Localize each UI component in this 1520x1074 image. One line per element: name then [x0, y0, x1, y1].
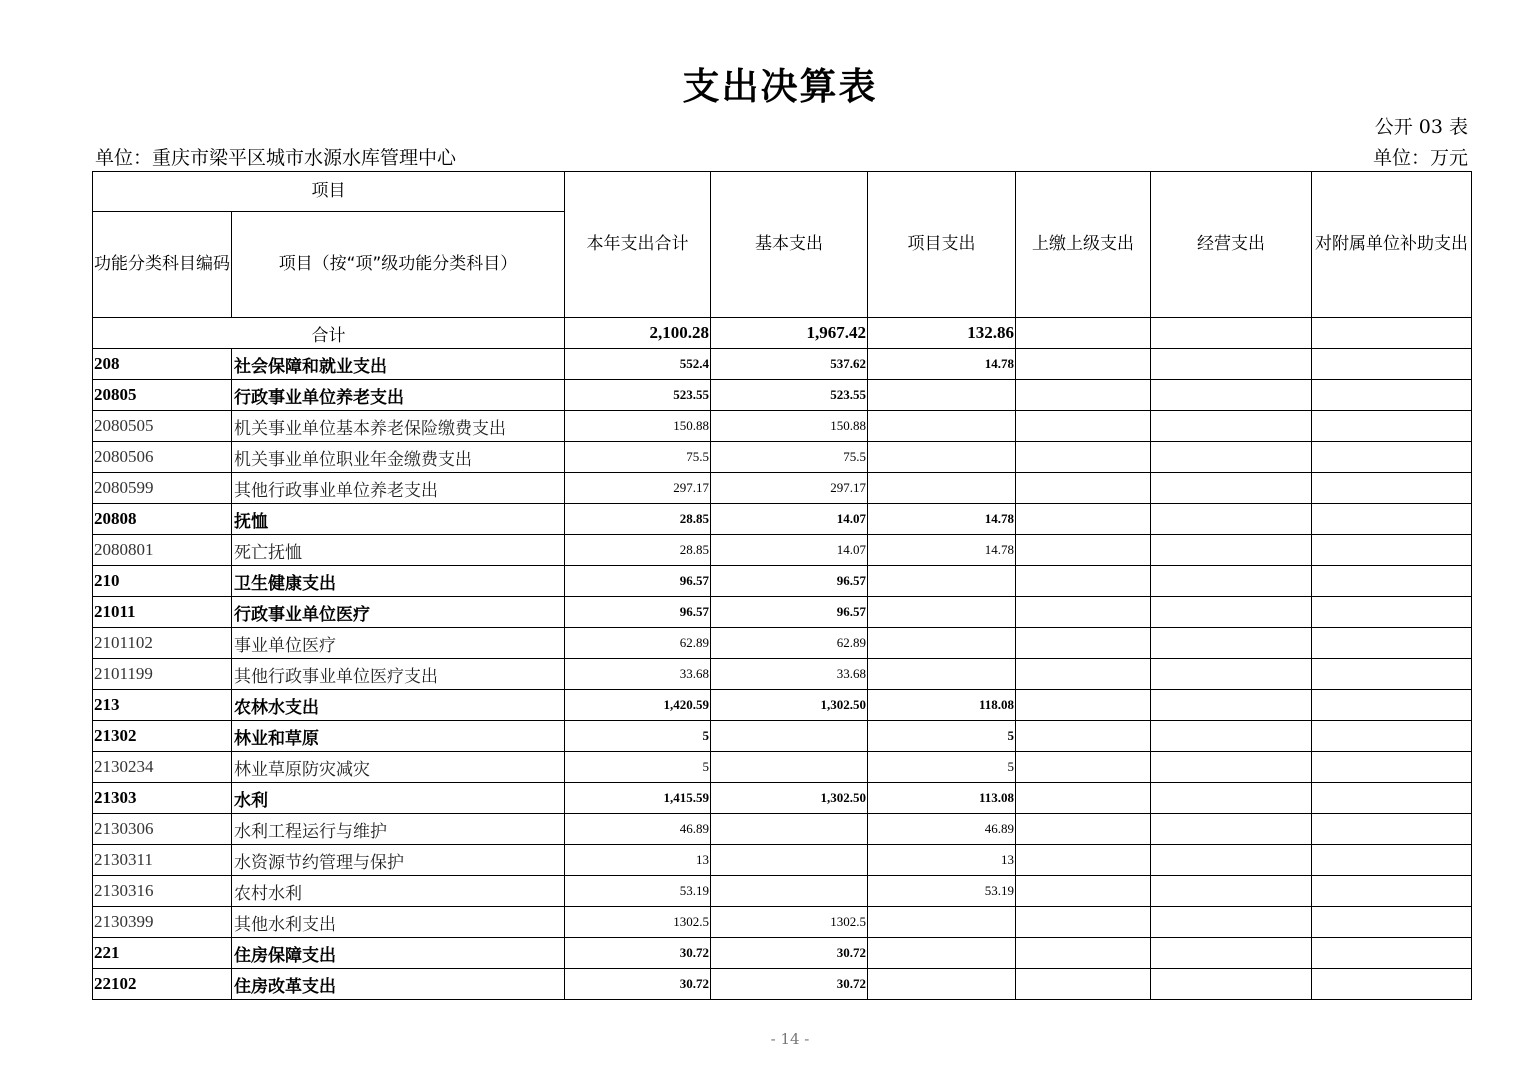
table-row: [93, 907, 1472, 938]
row-code-cell: 2130234: [93, 752, 232, 783]
row-upper-cell: [1016, 411, 1151, 442]
table-row: [93, 659, 1472, 690]
row-business-cell: [1151, 659, 1312, 690]
row-name-cell: 行政事业单位医疗: [232, 597, 565, 628]
row-total-cell: 552.4: [565, 349, 711, 380]
row-name-cell: 农林水支出: [232, 690, 565, 721]
row-project-cell: [868, 907, 1016, 938]
total-cell-business: [1151, 318, 1312, 349]
row-upper-cell: [1016, 845, 1151, 876]
row-upper-cell: [1016, 349, 1151, 380]
row-total-cell: 62.89: [565, 628, 711, 659]
row-business-cell: [1151, 566, 1312, 597]
row-code-cell: 221: [93, 938, 232, 969]
row-name-cell: 社会保障和就业支出: [232, 349, 565, 380]
header-name: 项目（按“项”级功能分类科目）: [232, 212, 565, 318]
page-number: - 14 -: [770, 1030, 810, 1048]
table-row: [93, 690, 1472, 721]
row-upper-cell: [1016, 597, 1151, 628]
row-project-cell: [868, 969, 1016, 1000]
row-upper-cell: [1016, 628, 1151, 659]
row-basic-cell: 62.89: [711, 628, 868, 659]
table-row: [93, 752, 1472, 783]
row-business-cell: [1151, 721, 1312, 752]
row-name-cell: 机关事业单位基本养老保险缴费支出: [232, 411, 565, 442]
row-name-cell: 水利工程运行与维护: [232, 814, 565, 845]
row-business-cell: [1151, 411, 1312, 442]
row-project-cell: [868, 411, 1016, 442]
row-project-cell: 53.19: [868, 876, 1016, 907]
row-basic-cell: 14.07: [711, 504, 868, 535]
row-basic-cell: 75.5: [711, 442, 868, 473]
total-cell-upper: [1016, 318, 1151, 349]
total-cell-project: 132.86: [868, 318, 1016, 349]
row-business-cell: [1151, 473, 1312, 504]
row-subsidy-cell: [1312, 969, 1472, 1000]
row-code-cell: 2101102: [93, 628, 232, 659]
row-business-cell: [1151, 535, 1312, 566]
row-subsidy-cell: [1312, 690, 1472, 721]
table-row: [93, 814, 1472, 845]
row-upper-cell: [1016, 783, 1151, 814]
row-business-cell: [1151, 380, 1312, 411]
row-code-cell: 2080506: [93, 442, 232, 473]
row-subsidy-cell: [1312, 907, 1472, 938]
row-code-cell: 2080505: [93, 411, 232, 442]
row-total-cell: 523.55: [565, 380, 711, 411]
row-code-cell: 22102: [93, 969, 232, 1000]
row-project-cell: [868, 597, 1016, 628]
table-row: [93, 535, 1472, 566]
row-name-cell: 死亡抚恤: [232, 535, 565, 566]
form-code: 公开 03 表: [1374, 116, 1468, 138]
row-business-cell: [1151, 969, 1312, 1000]
row-business-cell: [1151, 845, 1312, 876]
row-total-cell: 5: [565, 752, 711, 783]
row-basic-cell: 33.68: [711, 659, 868, 690]
row-total-cell: 33.68: [565, 659, 711, 690]
currency-unit: 单位：万元: [1372, 147, 1468, 169]
row-name-cell: 住房改革支出: [232, 969, 565, 1000]
header-project: 项目支出: [868, 172, 1016, 318]
row-subsidy-cell: [1312, 535, 1472, 566]
header-basic: 基本支出: [711, 172, 868, 318]
row-project-cell: [868, 659, 1016, 690]
row-upper-cell: [1016, 814, 1151, 845]
row-name-cell: 卫生健康支出: [232, 566, 565, 597]
table-row: [93, 876, 1472, 907]
row-business-cell: [1151, 349, 1312, 380]
row-upper-cell: [1016, 473, 1151, 504]
header-business: 经营支出: [1151, 172, 1312, 318]
row-name-cell: 农村水利: [232, 876, 565, 907]
row-upper-cell: [1016, 566, 1151, 597]
total-row: [93, 318, 1472, 349]
row-basic-cell: [711, 876, 868, 907]
row-business-cell: [1151, 907, 1312, 938]
table-row: [93, 597, 1472, 628]
row-code-cell: 20805: [93, 380, 232, 411]
row-subsidy-cell: [1312, 411, 1472, 442]
row-subsidy-cell: [1312, 566, 1472, 597]
row-name-cell: 抚恤: [232, 504, 565, 535]
row-code-cell: 2130306: [93, 814, 232, 845]
row-upper-cell: [1016, 876, 1151, 907]
row-project-cell: [868, 628, 1016, 659]
row-code-cell: 21302: [93, 721, 232, 752]
row-basic-cell: [711, 814, 868, 845]
row-upper-cell: [1016, 969, 1151, 1000]
table-row: [93, 845, 1472, 876]
row-total-cell: 5: [565, 721, 711, 752]
table-row: [93, 969, 1472, 1000]
row-basic-cell: 537.62: [711, 349, 868, 380]
row-upper-cell: [1016, 938, 1151, 969]
row-total-cell: 96.57: [565, 566, 711, 597]
row-business-cell: [1151, 814, 1312, 845]
row-name-cell: 水资源节约管理与保护: [232, 845, 565, 876]
row-total-cell: 297.17: [565, 473, 711, 504]
row-total-cell: 1,415.59: [565, 783, 711, 814]
row-project-cell: [868, 566, 1016, 597]
row-name-cell: 行政事业单位养老支出: [232, 380, 565, 411]
row-total-cell: 150.88: [565, 411, 711, 442]
row-name-cell: 林业和草原: [232, 721, 565, 752]
row-basic-cell: [711, 845, 868, 876]
row-project-cell: [868, 442, 1016, 473]
row-project-cell: 14.78: [868, 504, 1016, 535]
row-name-cell: 其他行政事业单位医疗支出: [232, 659, 565, 690]
row-project-cell: [868, 473, 1016, 504]
row-business-cell: [1151, 690, 1312, 721]
table-row: [93, 442, 1472, 473]
row-code-cell: 20808: [93, 504, 232, 535]
table-row: [93, 380, 1472, 411]
row-total-cell: 30.72: [565, 938, 711, 969]
header-code: 功能分类科目编码: [93, 212, 232, 318]
row-total-cell: 53.19: [565, 876, 711, 907]
row-basic-cell: 1302.5: [711, 907, 868, 938]
row-project-cell: [868, 380, 1016, 411]
row-subsidy-cell: [1312, 721, 1472, 752]
total-cell-basic: 1,967.42: [711, 318, 868, 349]
row-code-cell: 2130399: [93, 907, 232, 938]
row-business-cell: [1151, 783, 1312, 814]
row-subsidy-cell: [1312, 876, 1472, 907]
row-business-cell: [1151, 752, 1312, 783]
row-project-cell: 46.89: [868, 814, 1016, 845]
row-name-cell: 事业单位医疗: [232, 628, 565, 659]
row-name-cell: 水利: [232, 783, 565, 814]
header-total: 本年支出合计: [565, 172, 711, 318]
row-basic-cell: 30.72: [711, 938, 868, 969]
row-basic-cell: 1,302.50: [711, 783, 868, 814]
row-project-cell: 14.78: [868, 535, 1016, 566]
row-subsidy-cell: [1312, 504, 1472, 535]
row-name-cell: 其他行政事业单位养老支出: [232, 473, 565, 504]
row-code-cell: 21303: [93, 783, 232, 814]
row-basic-cell: 1,302.50: [711, 690, 868, 721]
row-code-cell: 2080599: [93, 473, 232, 504]
row-basic-cell: [711, 721, 868, 752]
row-total-cell: 28.85: [565, 535, 711, 566]
row-subsidy-cell: [1312, 628, 1472, 659]
row-name-cell: 机关事业单位职业年金缴费支出: [232, 442, 565, 473]
row-project-cell: 13: [868, 845, 1016, 876]
table-row: [93, 566, 1472, 597]
row-project-cell: 118.08: [868, 690, 1016, 721]
row-code-cell: 21011: [93, 597, 232, 628]
row-total-cell: 30.72: [565, 969, 711, 1000]
row-upper-cell: [1016, 907, 1151, 938]
row-business-cell: [1151, 442, 1312, 473]
table-row: [93, 721, 1472, 752]
total-cell-total: 2,100.28: [565, 318, 711, 349]
table-row: [93, 504, 1472, 535]
row-basic-cell: 150.88: [711, 411, 868, 442]
row-subsidy-cell: [1312, 349, 1472, 380]
row-upper-cell: [1016, 535, 1151, 566]
row-code-cell: 2130316: [93, 876, 232, 907]
row-project-cell: 5: [868, 752, 1016, 783]
row-code-cell: 208: [93, 349, 232, 380]
table-row: [93, 411, 1472, 442]
table-row: [93, 628, 1472, 659]
row-subsidy-cell: [1312, 659, 1472, 690]
row-business-cell: [1151, 938, 1312, 969]
row-total-cell: 1302.5: [565, 907, 711, 938]
row-total-cell: 46.89: [565, 814, 711, 845]
row-basic-cell: [711, 752, 868, 783]
row-subsidy-cell: [1312, 380, 1472, 411]
row-business-cell: [1151, 628, 1312, 659]
row-basic-cell: 96.57: [711, 597, 868, 628]
row-subsidy-cell: [1312, 938, 1472, 969]
row-basic-cell: 96.57: [711, 566, 868, 597]
row-basic-cell: 297.17: [711, 473, 868, 504]
total-cell-subsidy: [1312, 318, 1472, 349]
row-upper-cell: [1016, 380, 1151, 411]
row-upper-cell: [1016, 690, 1151, 721]
table-row: [93, 783, 1472, 814]
table-row: [93, 938, 1472, 969]
row-subsidy-cell: [1312, 473, 1472, 504]
header-project-group: 项目: [93, 172, 565, 212]
row-project-cell: 14.78: [868, 349, 1016, 380]
page-title: 支出决算表: [682, 65, 878, 108]
row-basic-cell: 30.72: [711, 969, 868, 1000]
total-label: 合计: [93, 318, 565, 349]
row-subsidy-cell: [1312, 597, 1472, 628]
row-total-cell: 13: [565, 845, 711, 876]
expenditure-table: [92, 171, 1472, 1000]
row-subsidy-cell: [1312, 752, 1472, 783]
row-name-cell: 林业草原防灾减灾: [232, 752, 565, 783]
row-project-cell: 113.08: [868, 783, 1016, 814]
row-code-cell: 2080801: [93, 535, 232, 566]
row-total-cell: 1,420.59: [565, 690, 711, 721]
table-row: [93, 473, 1472, 504]
table-row: [93, 349, 1472, 380]
row-upper-cell: [1016, 752, 1151, 783]
row-subsidy-cell: [1312, 814, 1472, 845]
row-total-cell: 96.57: [565, 597, 711, 628]
row-upper-cell: [1016, 721, 1151, 752]
row-total-cell: 75.5: [565, 442, 711, 473]
row-upper-cell: [1016, 442, 1151, 473]
row-upper-cell: [1016, 504, 1151, 535]
row-basic-cell: 14.07: [711, 535, 868, 566]
row-subsidy-cell: [1312, 783, 1472, 814]
row-code-cell: 2101199: [93, 659, 232, 690]
row-code-cell: 210: [93, 566, 232, 597]
row-name-cell: 其他水利支出: [232, 907, 565, 938]
reporting-unit: 单位：重庆市梁平区城市水源水库管理中心: [95, 147, 457, 169]
row-project-cell: [868, 938, 1016, 969]
row-upper-cell: [1016, 659, 1151, 690]
row-subsidy-cell: [1312, 442, 1472, 473]
row-code-cell: 213: [93, 690, 232, 721]
row-subsidy-cell: [1312, 845, 1472, 876]
row-business-cell: [1151, 597, 1312, 628]
row-total-cell: 28.85: [565, 504, 711, 535]
header-subsidy: 对附属单位补助支出: [1312, 172, 1472, 318]
header-upper: 上缴上级支出: [1016, 172, 1151, 318]
row-basic-cell: 523.55: [711, 380, 868, 411]
row-business-cell: [1151, 876, 1312, 907]
row-project-cell: 5: [868, 721, 1016, 752]
row-business-cell: [1151, 504, 1312, 535]
row-code-cell: 2130311: [93, 845, 232, 876]
row-name-cell: 住房保障支出: [232, 938, 565, 969]
